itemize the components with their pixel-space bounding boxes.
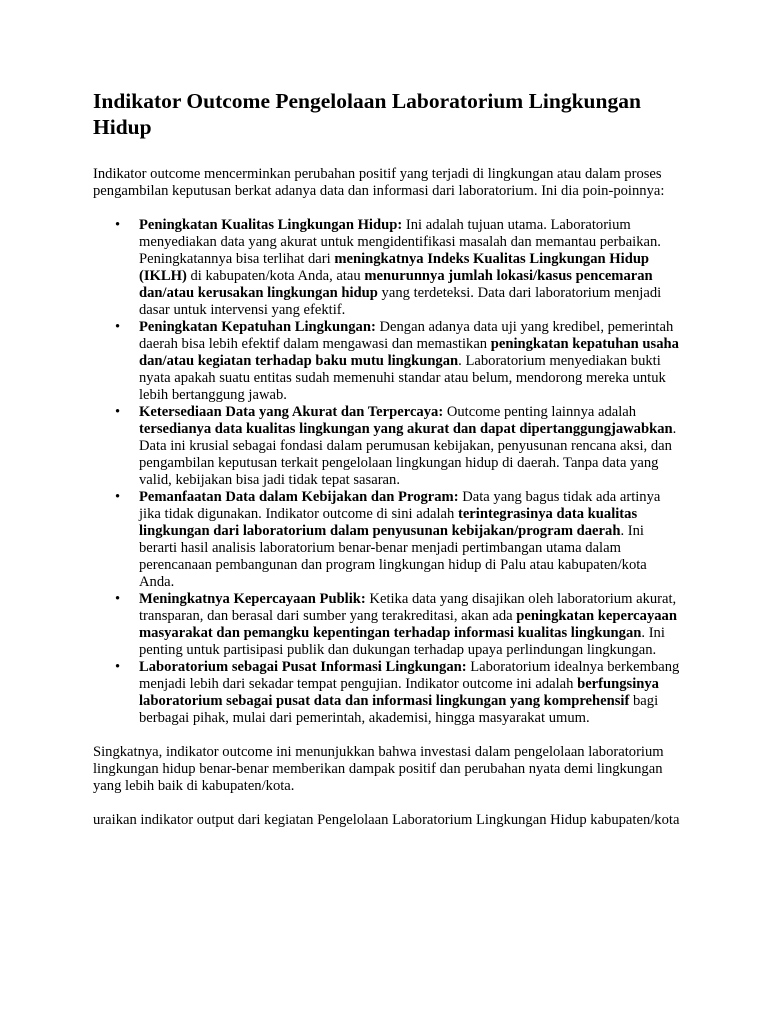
bold-text: peningkatan kepatuhan usaha dan/atau kegiatan terhadap baku mutu lingkungan [139, 336, 679, 369]
bold-text: berfungsinya laboratorium sebagai pusat data dan informasi lingkungan yang komprehensif [139, 676, 659, 709]
text-run: . Laboratorium menyediakan bukti nyata apakah suatu entitas sudah memenuhi standar atau belum, mendorong mereka untuk lebih bertanggung jawab. [139, 353, 666, 403]
bold-text: tersedianya data kualitas lingkungan yang akurat dan dapat dipertanggungjawabkan [139, 421, 673, 437]
bold-text: Peningkatan Kualitas Lingkungan Hidup: [139, 217, 403, 233]
text-run: yang terdeteksi. Data dari laboratorium menjadi dasar untuk intervensi yang efektif. [139, 285, 662, 318]
intro-paragraph: Indikator outcome mencerminkan perubahan positif yang terjadi di lingkungan atau dalam proses pengambilan keputusan berkat adanya data dan informasi dari laboratorium. Ini dia poin-poinnya: [93, 166, 665, 199]
bold-text: peningkatan kepercayaan masyarakat dan pemangku kepentingan terhadap informasi kualitas lingkungan [139, 608, 677, 641]
text-run: . Data ini krusial sebagai fondasi dalam perumusan kebijakan, penyusunan rencana aksi, dan pengambilan keputusan terkait pengelolaan lingkungan hidup di daerah. Tanpa data yang valid, kebijakan bisa jadi tidak tepat sasaran. [139, 421, 677, 488]
bold-text: terintegrasinya data kualitas lingkungan dari laboratorium dalam penyusunan kebijakan/program daerah [139, 506, 638, 539]
bullet-icon: • [115, 217, 121, 233]
bold-text: Meningkatnya Kepercayaan Publik: [139, 591, 366, 607]
list-item [115, 217, 683, 319]
bold-text: Peningkatan Kepatuhan Lingkungan: [139, 319, 376, 335]
text-run: Ketika data yang disajikan oleh laboratorium akurat, transparan, dan berasal dari sumber yang terakreditasi, akan ada [139, 591, 677, 624]
bold-text: Laboratorium sebagai Pusat Informasi Lingkungan: [139, 659, 467, 675]
bullet-icon: • [115, 319, 121, 335]
prompt-paragraph: uraikan indikator output dari kegiatan Pengelolaan Laboratorium Lingkungan Hidup kabupaten/kota [93, 812, 680, 828]
document-page [93, 88, 683, 846]
text-run: Outcome penting lainnya adalah [443, 404, 637, 420]
text-run: Data yang bagus tidak ada artinya jika tidak digunakan. Indikator outcome di sini adalah [139, 489, 661, 522]
summary-paragraph: Singkatnya, indikator outcome ini menunjukkan bahwa investasi dalam pengelolaan laboratorium lingkungan hidup benar-benar memberikan dampak positif dan perubahan nyata demi lingkungan yang lebih baik di kabupaten/kota. [93, 744, 664, 794]
list-item [115, 659, 683, 727]
text-run: . Ini penting untuk partisipasi publik dan dukungan terhadap upaya perlindungan lingkungan. [139, 625, 665, 658]
text-run: . Ini berarti hasil analisis laboratorium benar-benar menjadi pertimbangan utama dalam perencanaan pembangunan dan program lingkungan hidup di Palu atau kabupaten/kota Anda. [139, 523, 647, 590]
document-title: Indikator Outcome Pengelolaan Laboratorium Lingkungan Hidup [93, 89, 641, 139]
text-run: bagi berbagai pihak, mulai dari pemerintah, akademisi, hingga masyarakat umum. [139, 693, 659, 726]
list-item [115, 591, 683, 659]
bold-text: Ketersediaan Data yang Akurat dan Terpercaya: [139, 404, 444, 420]
bullet-icon: • [115, 404, 121, 420]
outcome-list [93, 217, 683, 727]
bold-text: meningkatnya Indeks Kualitas Lingkungan Hidup (IKLH) [139, 251, 650, 284]
bullet-icon: • [115, 659, 121, 675]
text-run: di kabupaten/kota Anda, atau [186, 268, 365, 284]
bold-text: Pemanfaatan Data dalam Kebijakan dan Program: [139, 489, 459, 505]
bold-text: menurunnya jumlah lokasi/kasus pencemaran dan/atau kerusakan lingkungan hidup [139, 268, 653, 301]
bullet-icon: • [115, 489, 121, 505]
text-run: Ini adalah tujuan utama. Laboratorium menyediakan data yang akurat untuk mengidentifikasi masalah dan memantau perbaikan. Peningkatannya bisa terlihat dari [139, 217, 661, 267]
list-item [115, 489, 683, 591]
bullet-icon: • [115, 591, 121, 607]
text-run: Dengan adanya data uji yang kredibel, pemerintah daerah bisa lebih efektif dalam mengawasi dan memastikan [139, 319, 674, 352]
list-item [115, 404, 683, 489]
text-run: Laboratorium idealnya berkembang menjadi lebih dari sekadar tempat pengujian. Indikator outcome ini adalah [139, 659, 680, 692]
list-item [115, 319, 683, 404]
